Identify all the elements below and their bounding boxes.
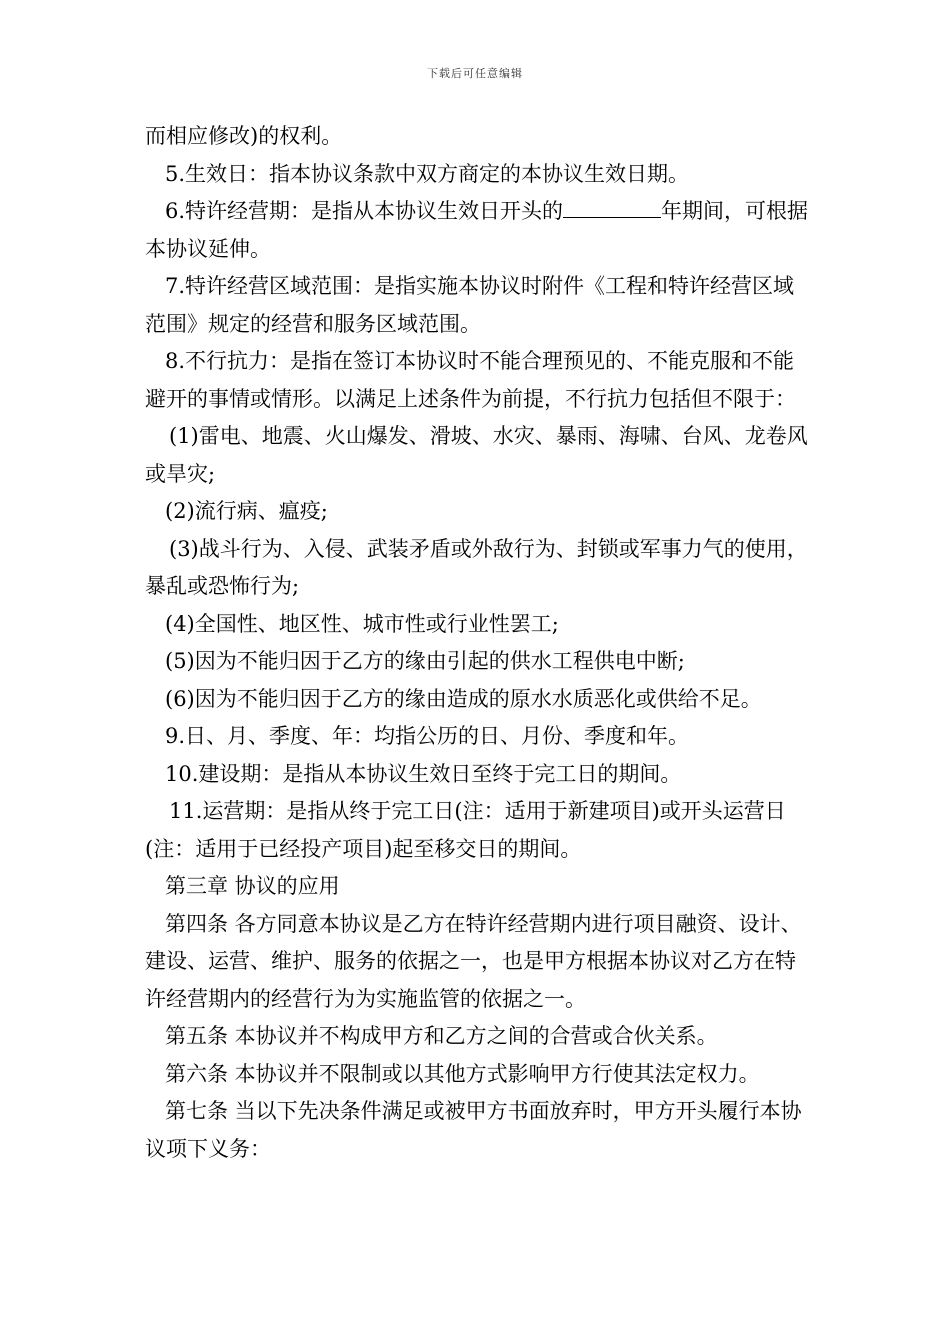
article-six: 第六条 本协议并不限制或以其他方式影响甲方行使其法定权力。 [165,1061,760,1086]
paragraph-continuation: 而相应修改)的权利。 [145,124,343,148]
list-item-water-quality: (6)因为不能归因于乙方的缘由造成的原水水质恶化或供给不足。 [165,686,762,711]
paragraph-concession-area: 7.特许经营区域范围：是指实施本协议时附件《工程和特许经营区域范围》规定的经营和服务区域范围。 [145,274,795,336]
paragraph-effective-date: 5.生效日：指本协议条款中双方商定的本协议生效日期。 [165,161,690,186]
paragraph-calendar-terms: 9.日、月、季度、年：均指公历的日、月份、季度和年。 [165,724,690,748]
concession-period-text-a: 6.特许经营期：是指从本协议生效日开头的 [165,199,564,223]
list-item-strike: (4)全国性、地区性、城市性或行业性罢工; [165,611,559,636]
list-item-epidemic: (2)流行病、瘟疫; [165,499,328,523]
chapter-heading: 第三章 协议的应用 [165,874,340,898]
blank-fill-line [563,197,661,218]
list-item-power-outage: (5)因为不能归因于乙方的缘由引起的供水工程供电中断; [165,649,685,673]
list-item-natural-disasters: (1)雷电、地震、火山爆发、滑坡、水灾、暴雨、海啸、台风、龙卷风或旱灾; [145,424,808,486]
document-body [145,118,815,1168]
list-item-war: (3)战斗行为、入侵、武装矛盾或外敌行为、封锁或军事力气的使用，暴乱或恐怖行为; [145,536,808,598]
article-four: 第四条 各方同意本协议是乙方在特许经营期内进行项目融资、设计、建设、运营、维护、服务的依据之一，也是甲方根据本协议对乙方在特许经营期内的经营行为为实施监管的依据之一。 [145,911,802,1011]
paragraph-construction-period: 10.建设期：是指从本协议生效日至终于完工日的期间。 [165,761,682,786]
page-header-note: 下载后可任意编辑 [427,67,523,80]
paragraph-operation-period: 11.运营期：是指从终于完工日(注：适用于新建项目)或开头运营日(注：适用于已经投产项目)起至移交日的期间。 [145,799,786,861]
concession-period-text-b: 年期间，可根据本协议延伸。 [145,199,809,261]
article-five: 第五条 本协议并不构成甲方和乙方之间的合营或合伙关系。 [165,1024,718,1048]
paragraph-concession-period [145,193,815,268]
paragraph-force-majeure: 8.不行抗力：是指在签订本协议时不能合理预见的、不能克服和不能避开的事情或情形。以满足上述条件为前提，不行抗力包括但不限于： [145,349,796,411]
article-seven: 第七条 当以下先决条件满足或被甲方书面放弃时，甲方开头履行本协议项下义务： [145,1099,802,1161]
